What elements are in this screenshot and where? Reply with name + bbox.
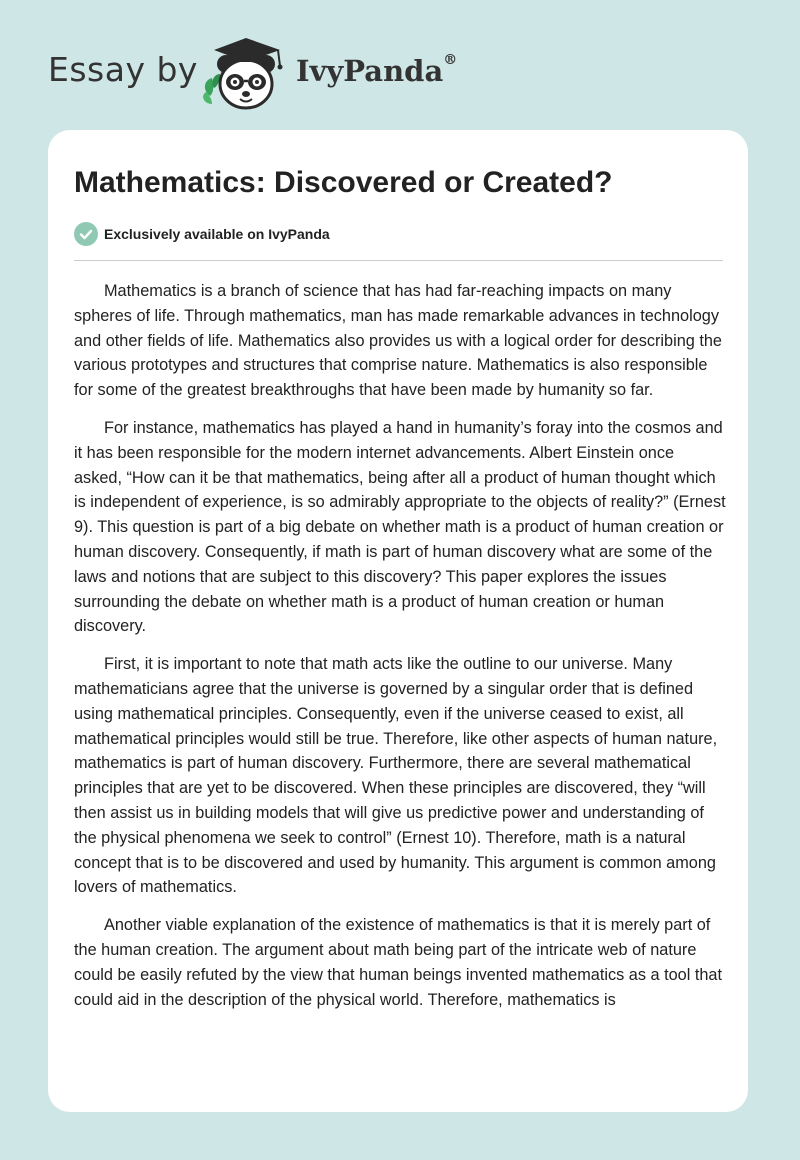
check-circle-icon (74, 222, 98, 246)
exclusive-label: Exclusively available on IvyPanda (104, 226, 330, 242)
divider (74, 260, 723, 261)
essay-card (48, 130, 748, 1112)
essay-paragraph: First, it is important to note that math acts like the outline to our universe. Many mathematicians agree that the universe is governed by a singular order that is defined using mathematical principles. Consequently, even if the universe ceased to exist, all mathematical principles would still be true. Therefore, like other aspects of human nature, mathematics is part of human discovery. Furthermore, there are several mathematical principles that are yet to be discovered. When these principles are discovered, they “will then assist us in building models that will give us predictive power and understanding of the physical phenomena we seek to control” (Ernest 10). Therefore, math is a natural concept that is to be discovered and used by humanity. This argument is common among lovers of mathematics. (74, 655, 718, 897)
registered-mark: ® (443, 52, 458, 68)
page-title: Mathematics: Discovered or Created? (74, 166, 613, 199)
essay-body (74, 279, 726, 1025)
panda-graduate-icon[interactable] (200, 34, 290, 114)
exclusive-badge (74, 222, 330, 246)
essay-paragraph: For instance, mathematics has played a hand in humanity’s foray into the cosmos and it has been responsible for the modern internet advancements. Albert Einstein once asked, “How can it be that mathematics, being after all a product of human thought which is independent of experience, is so admirably appropriate to the objects of reality?” (Ernest 9). This question is part of a big debate on whether math is a product of human creation or human discovery. Consequently, if math is part of human discovery what are some of the laws and notions that are subject to this discovery? This paper explores the issues surrounding the debate on whether math is a product of human creation or human discovery. (74, 418, 726, 636)
brand-name[interactable]: IvyPanda® (296, 52, 458, 88)
essay-paragraph: Another viable explanation of the existence of mathematics is that it is merely part of the human creation. The argument about math being part of the intricate web of nature could be easily refuted by the view that human beings invented mathematics as a tool that could aid in the description of the physical world. Therefore, mathematics is (74, 916, 723, 1009)
essay-paragraph: Mathematics is a branch of science that has had far-reaching impacts on many spheres of life. Through mathematics, man has made remarkable advances in technology and other fields of life. Mathematics also provides us with a logical order for describing the various prototypes and structures that comprise nature. Mathematics is also responsible for some of the greatest breakthroughs that have been made by humanity so far. (74, 282, 722, 400)
brand-prefix: Essay by (48, 50, 198, 89)
site-header (48, 28, 508, 118)
